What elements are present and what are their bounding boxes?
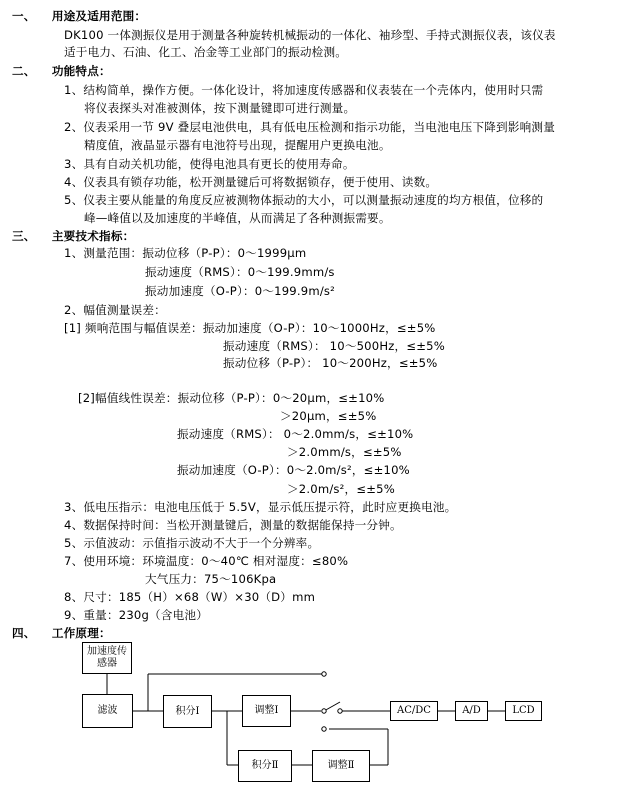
linearity-velocity-low: 振动速度（RMS）： 0～2.0mm/s，≤±10%	[177, 427, 414, 441]
adjust-2-label: 调整Ⅱ	[327, 760, 355, 771]
switch-common-contact	[338, 709, 342, 713]
switch-contact-bottom	[322, 727, 326, 731]
section-1-title: 用途及适用范围：	[51, 9, 147, 23]
feature-item-2-line1: 2、仪表采用一节 9V 叠层电池供电，具有低电压检测和指示功能，当电池电压下降到影响测量	[64, 120, 556, 134]
range-acceleration: 振动加速度（O-P）：0～199.9m/s²	[145, 284, 336, 298]
atmospheric-pressure: 大气压力：75～106Kpa	[145, 572, 277, 586]
ad-label: A/D	[462, 705, 481, 716]
feature-item-5-line1: 5、仪表主要从能量的角度反应被测物体振动的大小，可以测量振动速度的均方根值，位移的	[64, 193, 544, 207]
range-displacement: 1、测量范围：振动位移（P-P）：0～1999μm	[64, 246, 307, 260]
integrator-2-block	[238, 750, 292, 782]
integrator-1-block	[163, 695, 212, 728]
section-1-line: 适于电力、石油、化工、冶金等工业部门的振动检测。	[64, 45, 348, 59]
sensor-label: 加速度传感器	[87, 646, 127, 669]
filter-label: 滤波	[97, 705, 118, 716]
acdc-label: AC/DC	[397, 705, 431, 716]
feature-item-1-line1: 1、结构简单，操作方便。一体化设计，将加速度传感器和仪表装在一个壳体内，使用时只需	[64, 83, 544, 97]
adjust-1-label: 调整Ⅰ	[254, 705, 279, 716]
lcd-block	[505, 701, 542, 721]
lcd-label: LCD	[512, 705, 535, 716]
linearity-velocity-high: ＞2.0mm/s，≤±5%	[287, 445, 402, 459]
low-voltage-indication: 3、低电压指示：电池电压低于 5.5V，显示低压提示符，此时应更换电池。	[64, 500, 457, 514]
acdc-block	[390, 701, 438, 721]
linearity-acceleration-low: 振动加速度（O-P）：0～2.0m/s²，≤±10%	[177, 463, 410, 477]
dimensions: 8、尺寸：185（H）×68（W）×30（D）mm	[64, 590, 316, 604]
filter-block	[82, 694, 133, 728]
feature-item-3: 3、具有自动关机功能，使得电池具有更长的使用寿命。	[64, 157, 355, 171]
section-2-title: 功能特点：	[51, 64, 111, 78]
feature-item-4: 4、仪表具有锁存功能，松开测量键后可将数据锁存，便于使用、读数。	[64, 175, 438, 189]
range-velocity: 振动速度（RMS）：0～199.9mm/s	[145, 265, 335, 279]
amplitude-error-title: 2、幅值测量误差：	[64, 303, 166, 317]
adjust-2-block	[312, 750, 370, 782]
freq-response-velocity: 振动速度（RMS）： 10～500Hz，≤±5%	[223, 339, 445, 353]
reading-fluctuation: 5、示值波动：示值指示波动不大于一个分辨率。	[64, 536, 320, 550]
linearity-acceleration-high: ＞2.0m/s²，≤±5%	[287, 482, 395, 496]
section-2-number: 二、	[12, 64, 36, 78]
selector-switch-lever	[324, 702, 340, 711]
switch-contact-middle	[322, 709, 326, 713]
freq-response-displacement: 振动位移（P-P）： 10～200Hz，≤±5%	[223, 356, 438, 370]
switch-contact-top	[322, 672, 326, 676]
linearity-displacement-high: ＞20μm，≤±5%	[280, 409, 377, 423]
weight: 9、重量：230g（含电池）	[64, 608, 209, 622]
section-3-title: 主要技术指标：	[51, 229, 135, 243]
feature-item-1-line2: 将仪表探头对准被测体，按下测量键即可进行测量。	[84, 101, 356, 115]
section-1-line: DK100 一体测振仪是用于测量各种旋转机械振动的一体化、袖珍型、手持式测振仪表，该仪表	[64, 28, 556, 42]
section-1-number: 一、	[12, 9, 36, 23]
linearity-displacement-low: [2]幅值线性误差：振动位移（P-P）：0～20μm，≤±10%	[78, 391, 385, 405]
data-hold-time: 4、数据保持时间：当松开测量键后，测量的数据能保持一分钟。	[64, 518, 402, 532]
feature-item-2-line2: 精度值，液晶显示器有电池符号出现，提醒用户更换电池。	[84, 138, 391, 152]
ad-block	[455, 701, 488, 721]
freq-response-acceleration: [1] 频响范围与幅值误差：振动加速度（O-P）：10～1000Hz，≤±5%	[64, 321, 436, 335]
section-3-number: 三、	[12, 229, 36, 243]
integrator-1-label: 积分Ⅰ	[175, 705, 200, 717]
sensor-block	[82, 642, 132, 674]
operating-environment: 7、使用环境：环境温度：0～40℃ 相对湿度：≤80%	[64, 554, 349, 568]
feature-item-5-line2: 峰—峰值以及加速度的半峰值，从而满足了各种测振需要。	[84, 211, 391, 225]
section-4-title: 工作原理：	[51, 626, 111, 640]
section-4-number: 四、	[12, 626, 36, 640]
integrator-2-label: 积分Ⅱ	[251, 760, 279, 771]
adjust-1-block	[242, 695, 291, 727]
